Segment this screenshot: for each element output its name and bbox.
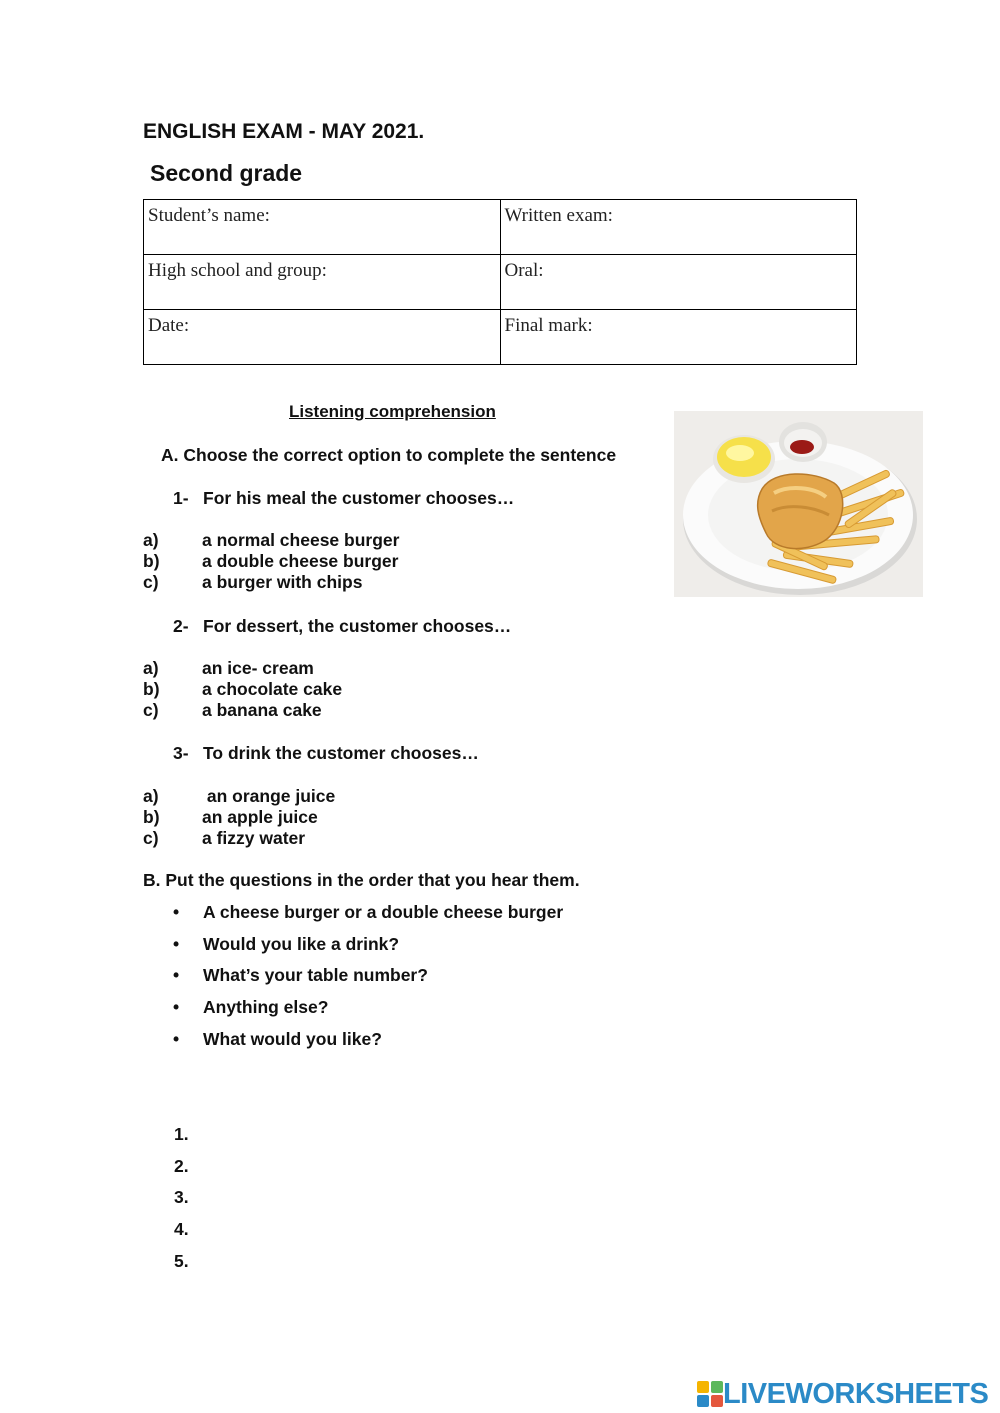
list-item[interactable] <box>173 1029 563 1061</box>
list-item-text: What would you like? <box>203 1028 382 1049</box>
question-order-list <box>173 902 563 1060</box>
bullet-icon: • <box>173 902 180 922</box>
list-item[interactable] <box>173 934 563 966</box>
option-c[interactable] <box>143 700 342 721</box>
option-text: an apple juice <box>202 807 318 827</box>
question-text: For his meal the customer chooses… <box>203 488 515 508</box>
answer-slot-5[interactable]: 5. <box>174 1250 189 1271</box>
option-b[interactable] <box>143 807 335 828</box>
list-item-text: What’s your table number? <box>203 965 428 986</box>
option-b[interactable] <box>143 679 342 700</box>
option-letter: a) <box>143 658 159 678</box>
bullet-icon: • <box>173 1028 180 1049</box>
list-item-text: A cheese burger or a double cheese burger <box>203 902 564 922</box>
grade-subtitle: Second grade <box>150 160 303 186</box>
fish-and-chips-illustration <box>674 411 923 597</box>
answer-slot-4[interactable]: 4. <box>174 1219 189 1240</box>
liveworksheets-logo-icon <box>697 1381 723 1407</box>
option-letter: a) <box>143 786 159 806</box>
question-1-options <box>143 530 399 593</box>
option-a[interactable] <box>143 530 399 551</box>
question-number: 2- <box>173 616 189 636</box>
written-exam-cell: Written exam: <box>500 200 857 255</box>
option-text: an ice- cream <box>202 658 314 678</box>
question-3 <box>173 743 479 764</box>
students-name-cell: Student’s name: <box>144 200 501 255</box>
option-letter: a) <box>143 530 159 550</box>
high-school-group-cell: High school and group: <box>144 255 501 310</box>
fish-and-chips-image <box>674 411 923 597</box>
part-a-instruction: A. Choose the correct option to complete the sentence <box>161 445 617 465</box>
answer-slot-3[interactable]: 3. <box>174 1187 189 1208</box>
question-number: 1- <box>173 488 189 508</box>
table-row <box>144 310 857 365</box>
option-text: an orange juice <box>202 786 336 806</box>
list-item[interactable] <box>173 902 563 934</box>
question-text: For dessert, the customer chooses… <box>203 616 512 636</box>
student-info-table <box>143 199 857 365</box>
answer-slot-1[interactable]: 1. <box>174 1124 189 1144</box>
option-text: a chocolate cake <box>202 679 343 699</box>
list-item[interactable] <box>173 997 563 1029</box>
final-mark-cell: Final mark: <box>500 310 857 365</box>
question-text: To drink the customer chooses… <box>203 743 479 763</box>
option-letter: c) <box>143 572 159 592</box>
exam-title: ENGLISH EXAM - MAY 2021. <box>143 120 425 143</box>
liveworksheets-logo <box>697 1376 988 1412</box>
option-b[interactable] <box>143 551 399 572</box>
answer-slot-2[interactable]: 2. <box>174 1155 189 1176</box>
part-b-instruction: B. Put the questions in the order that you hear them. <box>143 870 580 890</box>
option-c[interactable] <box>143 828 335 849</box>
oral-cell: Oral: <box>500 255 857 310</box>
table-row <box>144 200 857 255</box>
list-item-text: Anything else? <box>203 997 329 1018</box>
logo-text: LIVEWORKSHEETS <box>723 1377 989 1410</box>
option-text: a double cheese burger <box>202 551 399 571</box>
question-number: 3- <box>173 743 189 763</box>
table-row <box>144 255 857 310</box>
option-a[interactable] <box>143 658 342 679</box>
answer-numbers <box>174 1124 189 1282</box>
option-letter: b) <box>143 551 160 571</box>
option-a[interactable] <box>143 786 335 807</box>
bullet-icon: • <box>173 997 180 1018</box>
section-title: Listening comprehension <box>289 402 496 421</box>
date-cell: Date: <box>144 310 501 365</box>
option-letter: b) <box>143 807 160 827</box>
list-item[interactable] <box>173 965 563 997</box>
question-3-options <box>143 786 335 849</box>
bullet-icon: • <box>173 965 180 986</box>
question-2-options <box>143 658 342 721</box>
list-item-text: Would you like a drink? <box>203 933 400 954</box>
option-text: a banana cake <box>202 700 322 720</box>
bullet-icon: • <box>173 933 180 954</box>
option-letter: c) <box>143 828 159 848</box>
option-text: a burger with chips <box>202 572 363 592</box>
option-letter: b) <box>143 679 160 699</box>
option-text: a fizzy water <box>202 828 306 848</box>
question-1 <box>173 488 514 509</box>
option-text: a normal cheese burger <box>202 530 400 550</box>
option-c[interactable] <box>143 572 399 593</box>
option-letter: c) <box>143 700 159 720</box>
question-2 <box>173 616 511 637</box>
